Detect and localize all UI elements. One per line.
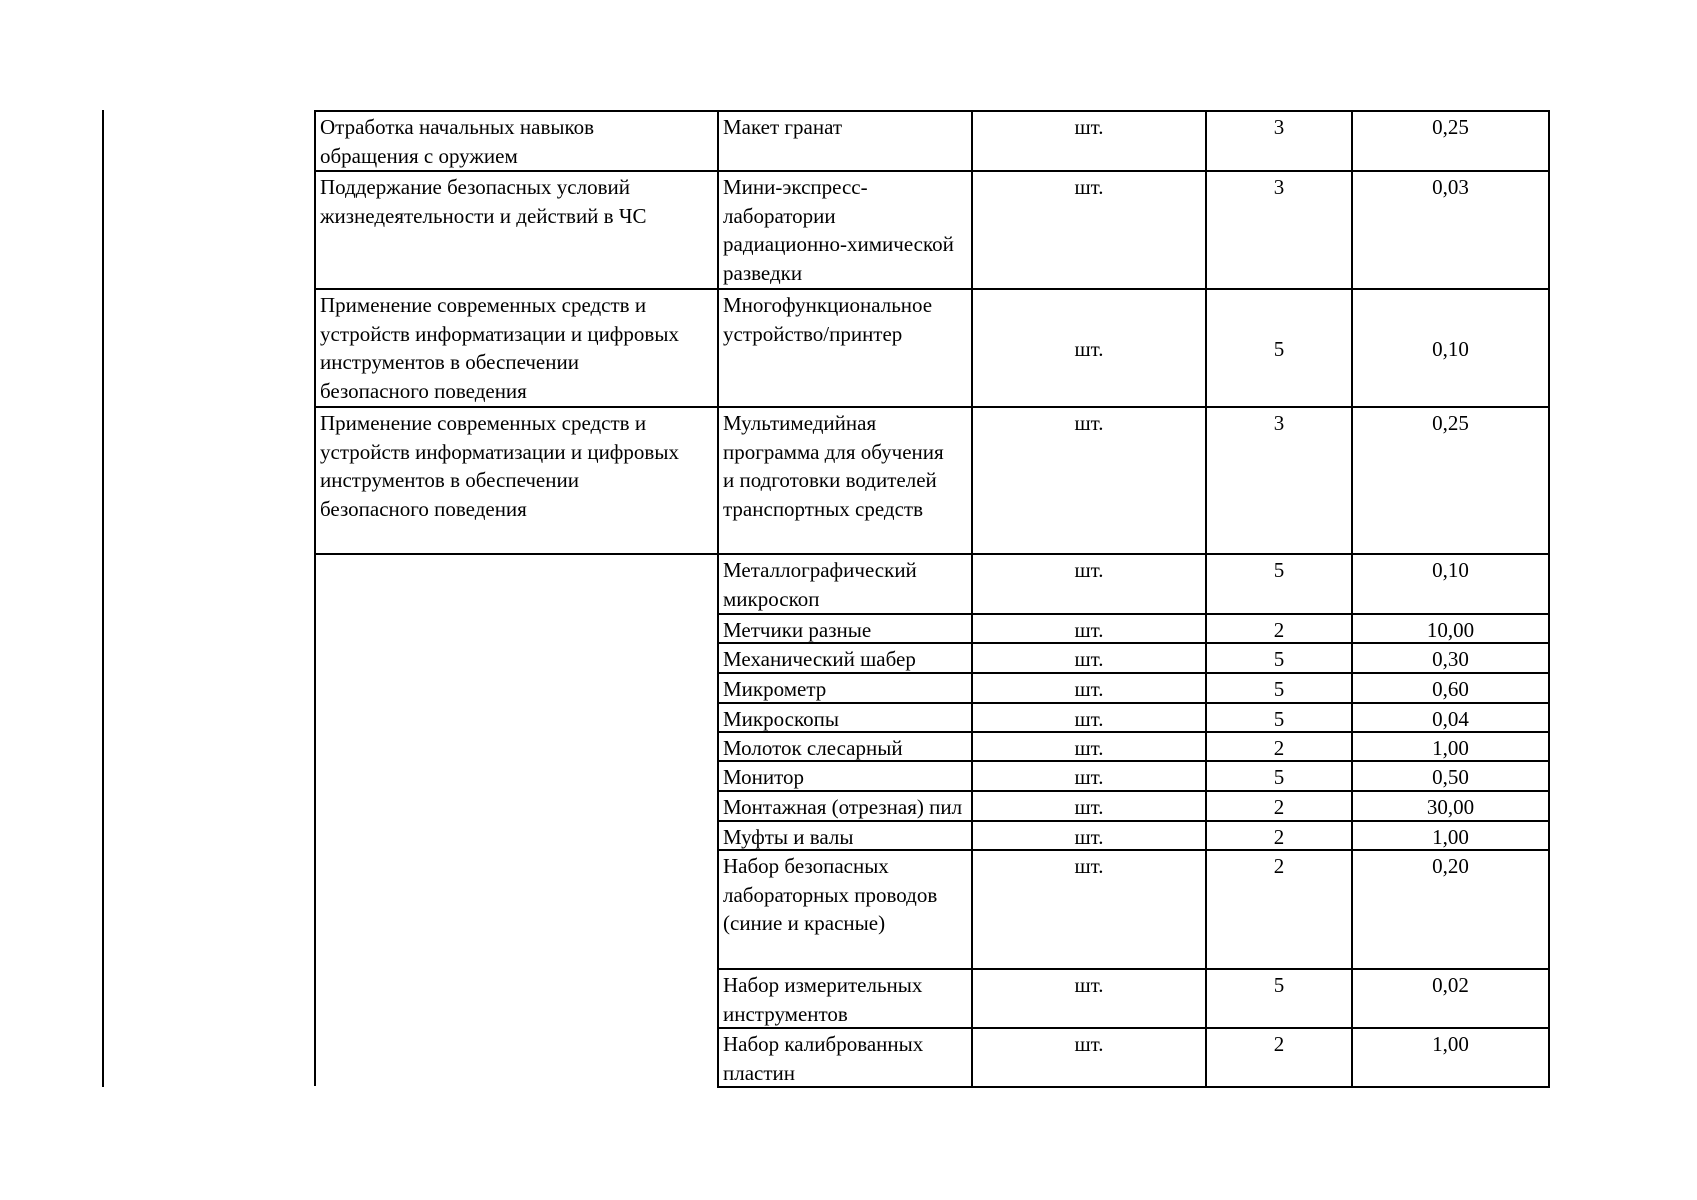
table-cell-qty: 2 — [1273, 736, 1285, 760]
table-cell-unit: шт. — [1074, 337, 1104, 361]
table-cell-unit: шт. — [1074, 765, 1104, 789]
table-cell-qty: 3 — [1273, 411, 1285, 435]
table-cell-item: Многофункциональное устройство/принтер — [723, 293, 933, 346]
table-cell-item: Молоток слесарный — [723, 736, 903, 760]
table-cell-unit: шт. — [1074, 647, 1104, 671]
table-cell-unit: шт. — [1074, 854, 1104, 878]
table-cell-value: 0,60 — [1432, 677, 1469, 701]
table-cell-value: 1,00 — [1432, 1032, 1469, 1056]
table-cell-value: 0,25 — [1432, 115, 1469, 139]
table-cell-item: Мини-экспресс- лаборатории радиационно-химической разведки — [723, 175, 954, 285]
table-cell-value: 0,10 — [1432, 337, 1469, 361]
table-cell-qty: 5 — [1273, 707, 1285, 731]
table-cell-unit: шт. — [1074, 825, 1104, 849]
table-cell-item: Механический шабер — [723, 647, 916, 671]
table-cell-qty: 2 — [1273, 1032, 1285, 1056]
table-cell-qty: 5 — [1273, 677, 1285, 701]
table-cell-value: 0,25 — [1432, 411, 1469, 435]
table-cell-item: Набор измерительных инструментов — [723, 973, 923, 1026]
table-cell-item: Макет гранат — [723, 115, 843, 139]
table-cell-qty: 5 — [1273, 647, 1285, 671]
table-cell-unit: шт. — [1074, 707, 1104, 731]
table-cell-item: Металлографический микроскоп — [723, 558, 917, 611]
table-cell-qty: 2 — [1273, 825, 1285, 849]
table-cell-item: Микроскопы — [723, 707, 839, 731]
table-cell-unit: шт. — [1074, 618, 1104, 642]
table-cell-value: 1,00 — [1432, 825, 1469, 849]
table-cell-value: 0,30 — [1432, 647, 1469, 671]
table-cell-type: Применение современных средств и устройств информатизации и цифровых инструментов в обеспечении безопасного поведения — [320, 411, 679, 521]
table-cell-qty: 5 — [1273, 558, 1285, 582]
table-cell-item: Муфты и валы — [723, 825, 854, 849]
table-cell-type: Применение современных средств и устройств информатизации и цифровых инструментов в обеспечении безопасного поведения — [320, 293, 679, 403]
table-cell-qty: 5 — [1273, 337, 1285, 361]
table-cell-value: 30,00 — [1426, 795, 1475, 819]
table-border-right — [1548, 110, 1550, 1088]
table-cell-unit: шт. — [1074, 115, 1104, 139]
table-cell-qty: 5 — [1273, 973, 1285, 997]
table-cell-item: Набор безопасных лабораторных проводов (синие и красные) — [723, 854, 938, 935]
table-cell-unit: шт. — [1074, 1032, 1104, 1056]
table-cell-unit: шт. — [1074, 175, 1104, 199]
table-cell-unit: шт. — [1074, 973, 1104, 997]
table-cell-unit: шт. — [1074, 677, 1104, 701]
table-cell-qty: 5 — [1273, 765, 1285, 789]
table-cell-item: Мультимедийная программа для обучения и подготовки водителей транспортных средств — [723, 411, 944, 521]
table-cell-type: Поддержание безопасных условий жизнедеятельности и действий в ЧС — [320, 175, 647, 228]
table-cell-item: Набор калиброванных пластин — [723, 1032, 924, 1085]
table-cell-value: 10,00 — [1426, 618, 1475, 642]
table-cell-value: 0,02 — [1432, 973, 1469, 997]
table-cell-value: 0,10 — [1432, 558, 1469, 582]
table-cell-item: Метчики разные — [723, 618, 872, 642]
table-cell-item: Монтажная (отрезная) пил — [723, 795, 963, 819]
table-cell-type: Отработка начальных навыков обращения с оружием — [320, 115, 595, 168]
table-row-divider — [717, 1086, 1550, 1088]
table-cell-qty: 2 — [1273, 854, 1285, 878]
table-cell-unit: шт. — [1074, 795, 1104, 819]
table-cell-qty: 3 — [1273, 115, 1285, 139]
table-cell-qty: 2 — [1273, 795, 1285, 819]
table-cell-value: 0,04 — [1432, 707, 1469, 731]
table-cell-unit: шт. — [1074, 736, 1104, 760]
table-cell-item: Микрометр — [723, 677, 827, 701]
table-cell-qty: 3 — [1273, 175, 1285, 199]
table-cell-unit: шт. — [1074, 558, 1104, 582]
table-cell-value: 0,03 — [1432, 175, 1469, 199]
table-cell-value: 1,00 — [1432, 736, 1469, 760]
table-cell-unit: шт. — [1074, 411, 1104, 435]
table-cell-qty: 2 — [1273, 618, 1285, 642]
table-cell-item: Монитор — [723, 765, 805, 789]
margin-line — [102, 110, 104, 1087]
table-cell-value: 0,50 — [1432, 765, 1469, 789]
table-cell-value: 0,20 — [1432, 854, 1469, 878]
